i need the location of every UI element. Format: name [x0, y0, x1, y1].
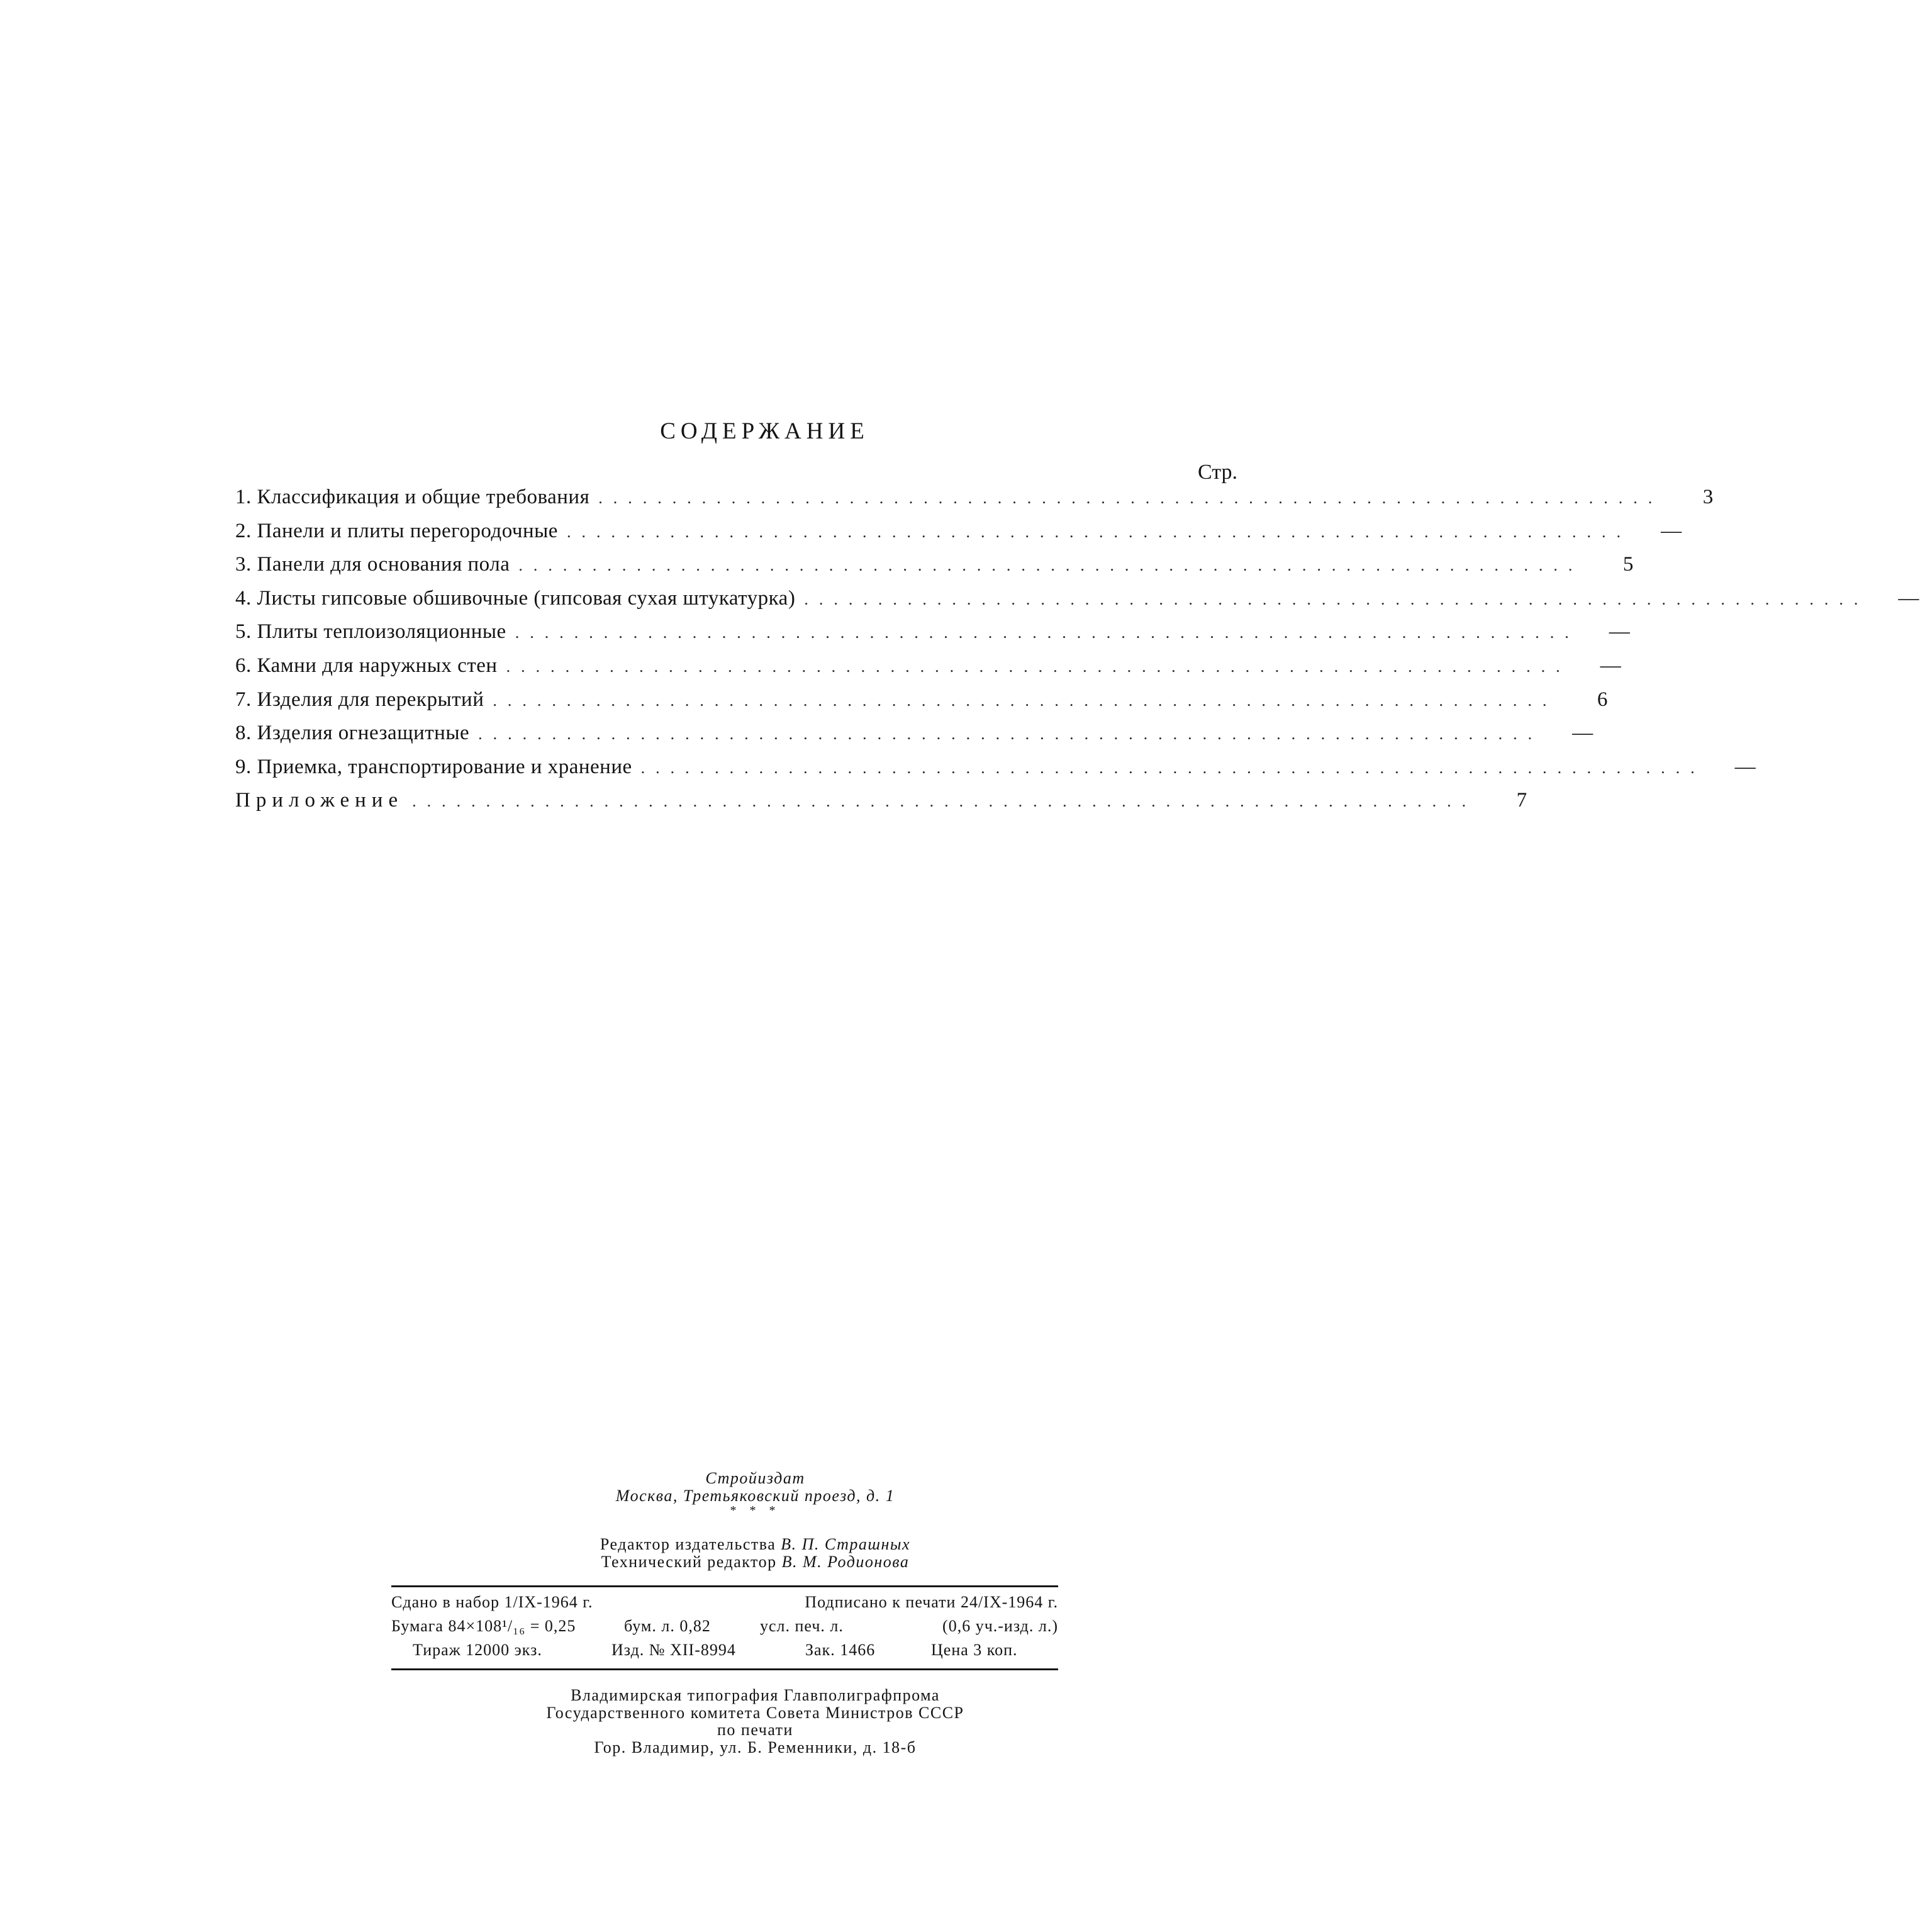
printer-line-4: Гор. Владимир, ул. Б. Ременники, д. 18-б: [594, 1738, 917, 1756]
toc-entry-title: 5. Плиты теплоизоляционные: [235, 620, 506, 644]
toc-entry-title: 8. Изделия огнезащитные: [235, 722, 470, 745]
toc-entry-title: Приложение: [235, 789, 404, 812]
toc-entry: [235, 586, 1919, 621]
publisher-sheets: (0,6 уч.-изд. л.): [942, 1617, 1058, 1635]
printer-line-3: по печати: [717, 1721, 793, 1739]
print-details-row: [391, 1641, 1058, 1665]
toc-entry-page: 3: [1702, 486, 1714, 508]
edition-number: Изд. № XII-8994: [611, 1641, 736, 1659]
price: Цена 3 коп.: [931, 1641, 1018, 1659]
top-rule: [391, 1585, 1058, 1587]
bottom-rule: [391, 1668, 1058, 1670]
toc-entry-page: —: [1734, 755, 1756, 778]
conventional-sheets: усл. печ. л.: [760, 1617, 844, 1635]
toc-entry-page: —: [1609, 620, 1630, 644]
tech-editor-name: В. М. Родионова: [781, 1553, 910, 1571]
toc-entry: [235, 620, 1630, 654]
editor-line: [0, 1536, 1485, 1553]
circulation: Тираж 12000 экз.: [413, 1641, 542, 1659]
editor-label: Редактор издательства: [600, 1535, 776, 1553]
publisher-name: Стройиздат: [705, 1469, 805, 1487]
toc-entry: [235, 755, 1756, 790]
dot-leader: ........................................................................: [493, 691, 1558, 710]
toc-entry-page: —: [1572, 722, 1593, 745]
paper-sheets: бум. л. 0,82: [624, 1617, 711, 1635]
toc-entry-title: 6. Камни для наружных стен: [235, 654, 498, 677]
print-details-row: [391, 1617, 1058, 1641]
toc-entry: [235, 553, 1634, 587]
toc-entry-page: —: [1660, 519, 1682, 542]
dot-leader: ........................................................................: [804, 589, 1869, 608]
toc-entry-page: —: [1600, 654, 1621, 677]
toc-entry: [235, 688, 1608, 722]
toc-entry-page: 7: [1516, 789, 1527, 812]
toc-entry-title: 9. Приемка, транспортирование и хранение: [235, 755, 632, 778]
dot-leader: ........................................................................: [640, 758, 1705, 777]
publisher-address: Москва, Третьяковский проезд, д. 1: [615, 1487, 895, 1505]
toc-entry-title: 3. Панели для основания пола: [235, 553, 510, 576]
toc-entry: [235, 519, 1682, 554]
toc-entry: [235, 486, 1714, 520]
toc-entry-page: 5: [1622, 553, 1634, 576]
editor-name: В. П. Страшных: [781, 1535, 911, 1553]
toc-entry-appendix: [235, 789, 1527, 823]
submitted-date: Сдано в набор 1/IX-1964 г.: [391, 1593, 593, 1611]
separator-stars: * * *: [730, 1504, 781, 1517]
dot-leader: ........................................................................: [598, 489, 1663, 507]
dot-leader: ........................................................................: [566, 522, 1631, 541]
toc-entry-title: 4. Листы гипсовые обшивочные (гипсовая сухая штукатурка): [235, 586, 796, 610]
order-number: Зак. 1466: [805, 1641, 876, 1659]
toc-entry-page: 6: [1597, 688, 1608, 711]
dot-leader: ........................................................................: [478, 725, 1543, 744]
printer-line-1: Владимирская типография Главполиграфпрома: [571, 1686, 940, 1704]
toc-entry-title: 7. Изделия для перекрытий: [235, 688, 484, 711]
toc-entry: [235, 722, 1593, 756]
dot-leader: ........................................................................: [412, 792, 1477, 811]
toc-entry-title: 2. Панели и плиты перегородочные: [235, 519, 558, 542]
printer-line-2: Государственного комитета Совета Министров СССР: [546, 1704, 964, 1722]
tech-editor-line: [0, 1553, 1485, 1570]
dot-leader: ........................................................................: [506, 657, 1571, 676]
dot-leader: ........................................................................: [518, 556, 1583, 575]
tech-editor-label: Технический редактор: [601, 1553, 777, 1571]
dot-leader: ........................................................................: [515, 623, 1580, 642]
table-of-contents: [235, 486, 1919, 823]
toc-entry-page: —: [1898, 586, 1919, 610]
print-details: [391, 1593, 1058, 1665]
signed-date: Подписано к печати 24/IX-1964 г.: [805, 1593, 1058, 1611]
toc-entry: [235, 654, 1621, 688]
toc-entry-title: 1. Классификация и общие требования: [235, 486, 590, 508]
contents-title: СОДЕРЖАНИЕ: [660, 418, 869, 444]
print-details-row: [391, 1593, 1058, 1617]
paper-format: Бумага 84×108¹/₁₆ = 0,25: [391, 1617, 576, 1635]
page-column-label: Стр.: [1198, 461, 1238, 484]
